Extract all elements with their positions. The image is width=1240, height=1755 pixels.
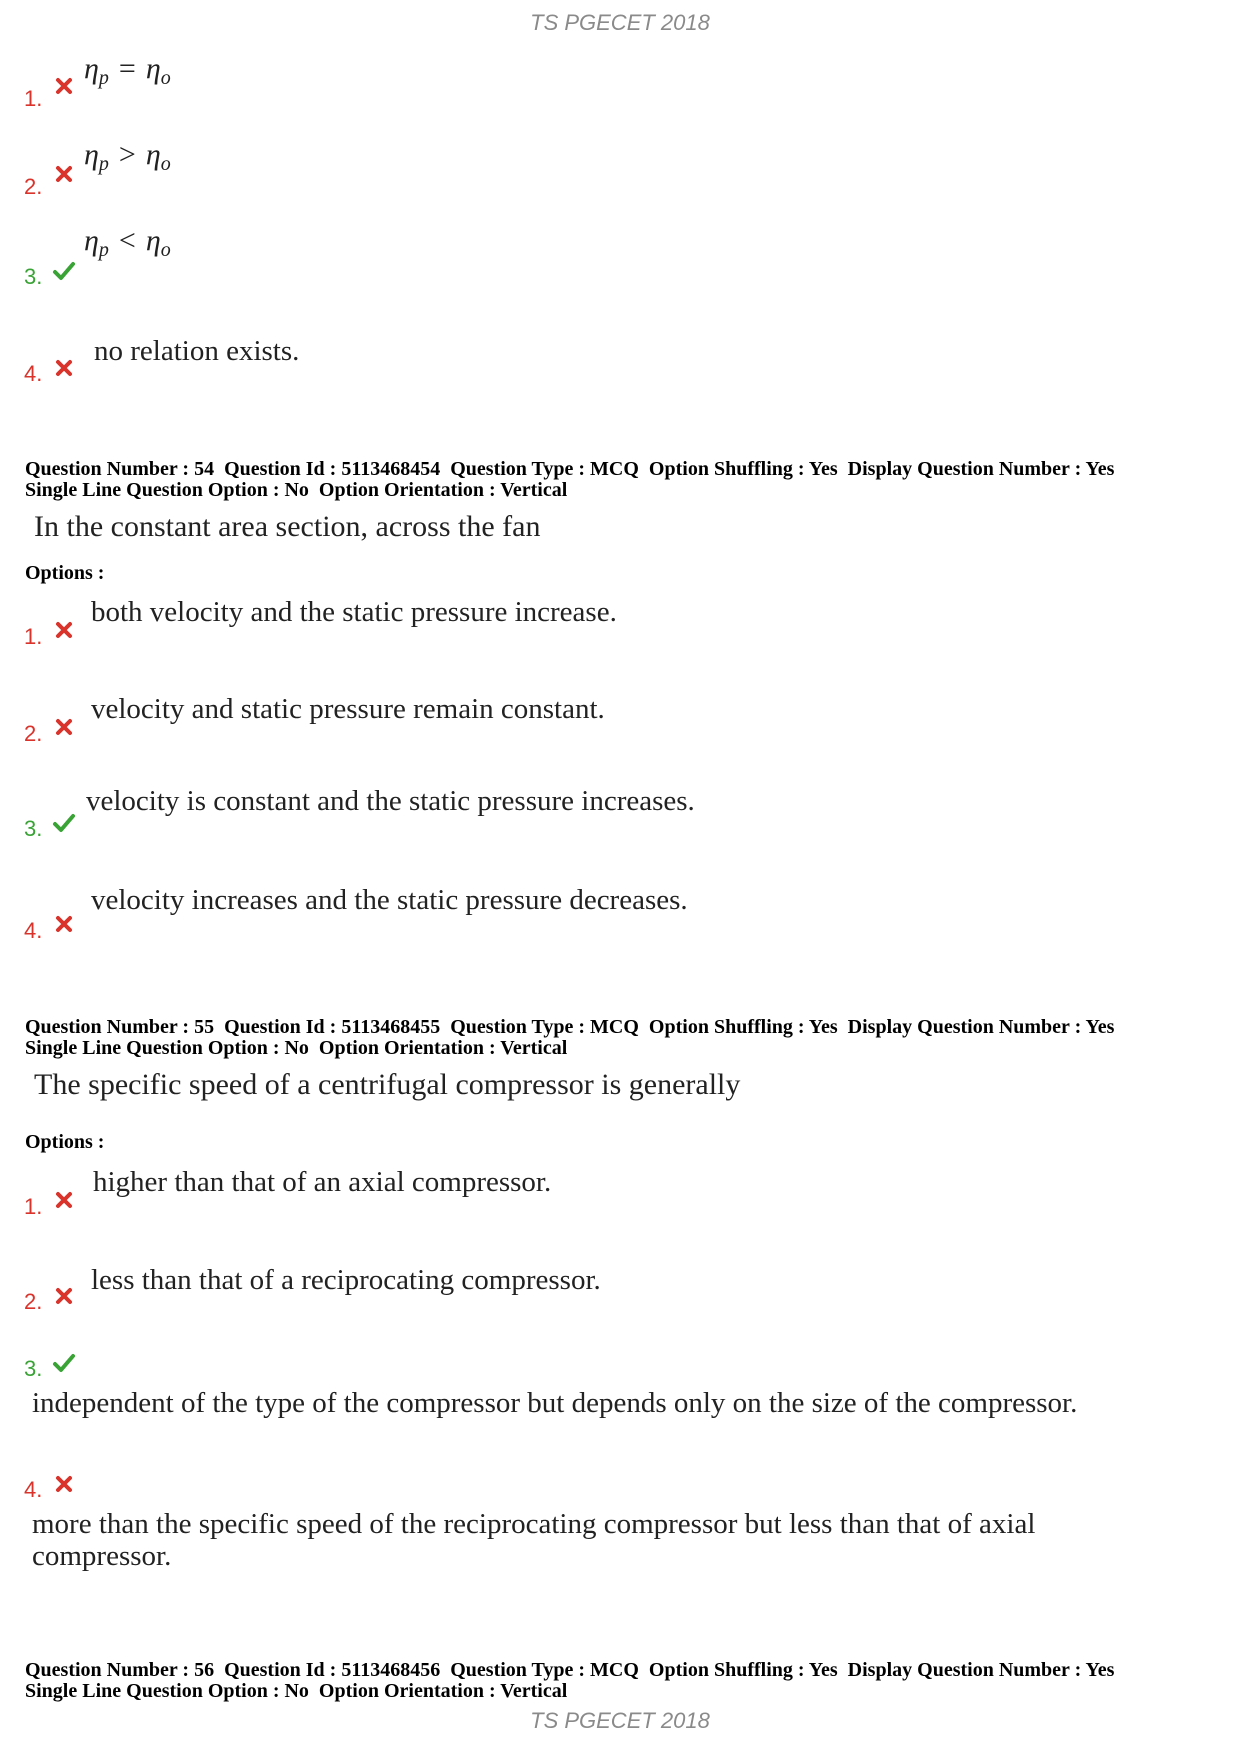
- formula-rhs-sub: o: [160, 67, 171, 89]
- option-formula[interactable]: [84, 52, 171, 90]
- formula-operator: >: [118, 138, 136, 171]
- option-text[interactable]: no relation exists.: [94, 335, 300, 367]
- option-number: 3.: [24, 264, 43, 289]
- option-formula[interactable]: [84, 224, 171, 262]
- question-meta-line1: Question Number : 54 Question Id : 5113468454 Question Type : MCQ Option Shuffling : Yes Display Question Number : Yes: [25, 458, 1115, 480]
- formula-operator: <: [118, 224, 136, 257]
- formula-rhs: η: [145, 224, 161, 257]
- options-label: Options :: [25, 1131, 105, 1153]
- question-meta-line1: Question Number : 55 Question Id : 5113468455 Question Type : MCQ Option Shuffling : Yes Display Question Number : Yes: [25, 1016, 1115, 1038]
- check-icon: [52, 1352, 76, 1374]
- formula-rhs: η: [145, 52, 161, 85]
- option-number: 2.: [24, 1289, 43, 1314]
- option-number: 1.: [24, 1194, 43, 1219]
- option-text[interactable]: more than the specific speed of the reciprocating compressor but less than that of axial compressor.: [32, 1508, 1036, 1572]
- question-meta-line2: Single Line Question Option : No Option Orientation : Vertical: [25, 1037, 568, 1059]
- formula-lhs-sub: p: [98, 67, 109, 89]
- question-text: The specific speed of a centrifugal compressor is generally: [34, 1068, 741, 1101]
- formula-operator: =: [118, 52, 136, 85]
- option-formula[interactable]: [84, 138, 171, 176]
- formula-rhs-sub: o: [160, 239, 171, 261]
- option-text[interactable]: both velocity and the static pressure increase.: [91, 596, 617, 628]
- option-number: 4.: [24, 361, 43, 386]
- question-meta-line2: Single Line Question Option : No Option Orientation : Vertical: [25, 1680, 568, 1702]
- formula-lhs: η: [84, 224, 99, 257]
- option-text[interactable]: higher than that of an axial compressor.: [93, 1166, 552, 1198]
- option-number: 1.: [24, 86, 43, 111]
- page-footer: TS PGECET 2018: [530, 1708, 710, 1733]
- cross-icon: [54, 914, 74, 934]
- cross-icon: [54, 1286, 74, 1306]
- option-text[interactable]: less than that of a reciprocating compressor.: [91, 1264, 601, 1296]
- question-meta-line2: Single Line Question Option : No Option Orientation : Vertical: [25, 479, 568, 501]
- cross-icon: [54, 358, 74, 378]
- option-text[interactable]: velocity and static pressure remain constant.: [91, 693, 605, 725]
- option-text[interactable]: velocity increases and the static pressure decreases.: [91, 884, 688, 916]
- cross-icon: [54, 164, 74, 184]
- option-number: 4.: [24, 1477, 43, 1502]
- option-text[interactable]: independent of the type of the compressor but depends only on the size of the compressor.: [32, 1387, 1078, 1419]
- option-number: 3.: [24, 1356, 43, 1381]
- formula-lhs: η: [84, 138, 99, 171]
- formula-rhs: η: [145, 138, 161, 171]
- cross-icon: [54, 717, 74, 737]
- question-text: In the constant area section, across the fan: [34, 510, 541, 543]
- option-number: 3.: [24, 816, 43, 841]
- option-number: 4.: [24, 918, 43, 943]
- formula-lhs: η: [84, 52, 99, 85]
- options-label: Options :: [25, 562, 105, 584]
- question-meta-line1: Question Number : 56 Question Id : 5113468456 Question Type : MCQ Option Shuffling : Yes Display Question Number : Yes: [25, 1659, 1115, 1681]
- check-icon: [52, 812, 76, 834]
- option-number: 2.: [24, 721, 43, 746]
- cross-icon: [54, 76, 74, 96]
- option-text[interactable]: velocity is constant and the static pressure increases.: [86, 785, 695, 817]
- cross-icon: [54, 1474, 74, 1494]
- formula-rhs-sub: o: [160, 153, 171, 175]
- option-number: 2.: [24, 174, 43, 199]
- option-number: 1.: [24, 624, 43, 649]
- check-icon: [52, 260, 76, 282]
- page-header: TS PGECET 2018: [530, 10, 710, 35]
- formula-lhs-sub: p: [98, 239, 109, 261]
- cross-icon: [54, 1190, 74, 1210]
- formula-lhs-sub: p: [98, 153, 109, 175]
- cross-icon: [54, 620, 74, 640]
